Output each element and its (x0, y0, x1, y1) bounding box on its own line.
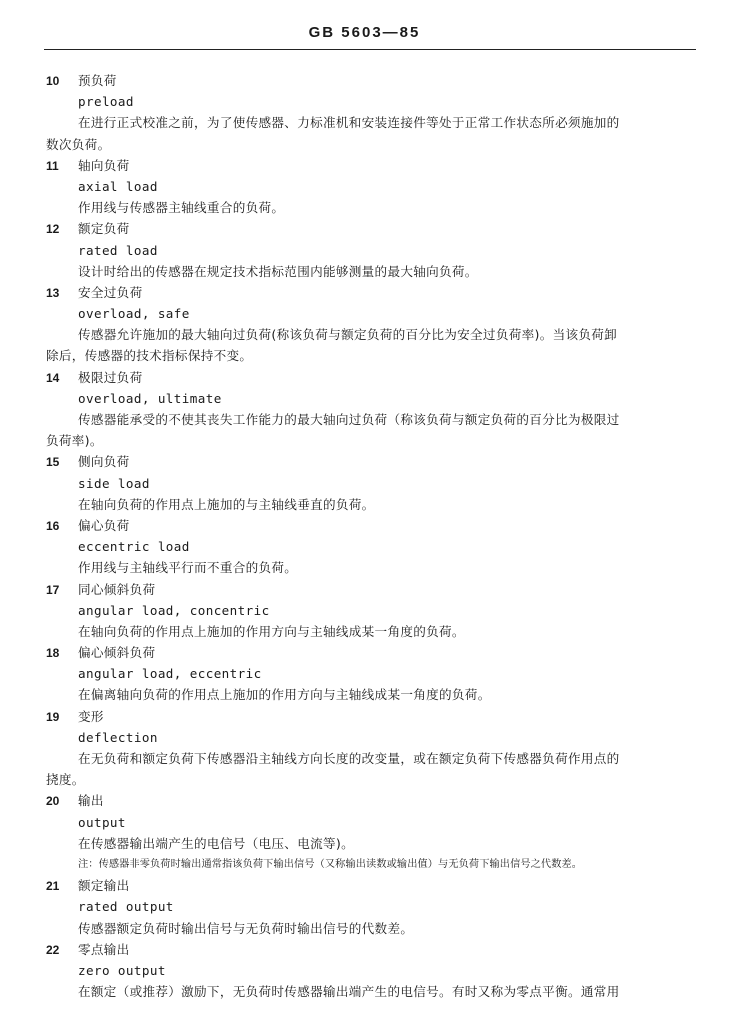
term-number: 20 (46, 794, 60, 809)
term-chinese: 轴向负荷 (78, 157, 130, 173)
term-definition-line: 在进行正式校准之前，为了使传感器、力标准机和安装连接件等处于正常工作状态所必须施加的 (78, 115, 620, 131)
term-heading (46, 155, 696, 176)
term-number: 18 (46, 646, 60, 661)
term-definition-line: 传感器额定负荷时输出信号与无负荷时输出信号的代数差。 (78, 920, 414, 936)
term-definition-line: 在传感器输出端产生的电信号（电压、电流等)。 (78, 835, 354, 851)
term-entry (46, 579, 696, 643)
term-heading (46, 939, 696, 960)
term-number: 11 (46, 158, 59, 173)
term-number: 10 (46, 74, 60, 88)
term-definition-line: 除后，传感器的技术指标保持不变。 (46, 348, 253, 364)
term-entry (46, 367, 696, 452)
term-entry (46, 642, 696, 706)
term-entry (46, 218, 696, 282)
term-english: zero output (78, 962, 166, 978)
terms-list (46, 70, 696, 1002)
term-definition-line: 在无负荷和额定负荷下传感器沿主轴线方向长度的改变量，或在额定负荷下传感器负荷作用点的 (78, 751, 620, 766)
term-entry (46, 282, 696, 367)
term-definition-line: 传感器能承受的不使其丧失工作能力的最大轴向过负荷（称该负荷与额定负荷的百分比为极限过 (78, 412, 620, 427)
term-definition-line: 传感器允许施加的最大轴向过负荷(称该负荷与额定负荷的百分比为安全过负荷率)。当该负荷卸 (78, 327, 618, 343)
term-chinese: 零点输出 (78, 941, 130, 957)
term-heading (46, 70, 696, 91)
term-english: side load (78, 475, 150, 491)
term-definition-line: 在轴向负荷的作用点上施加的作用方向与主轴线成某一角度的负荷。 (78, 623, 465, 639)
term-entry (46, 155, 696, 219)
term-definition-line: 作用线与主轴线平行而不重合的负荷。 (78, 560, 298, 576)
term-chinese: 偏心倾斜负荷 (78, 645, 156, 661)
term-heading (46, 218, 696, 239)
term-english: angular load, concentric (78, 602, 270, 618)
term-definition-line: 在额定（或推荐）激励下，无负荷时传感器输出端产生的电信号。有时又称为零点平衡。通常用 (78, 984, 620, 1000)
term-note: 注：传感器非零负荷时输出通常指该负荷下输出信号（又称输出读数或输出值）与无负荷下输出信号之代数差。 (78, 858, 583, 870)
term-english: eccentric load (78, 539, 190, 555)
term-heading (46, 282, 696, 303)
page-header-standard-number: GB 5603—85 (308, 24, 421, 41)
term-english: rated load (78, 242, 158, 258)
term-number: 22 (46, 942, 60, 957)
term-definition-line: 数次负荷。 (46, 136, 111, 152)
term-entry (46, 451, 696, 515)
term-entry (46, 70, 696, 155)
term-chinese: 侧向负荷 (78, 454, 130, 470)
term-definition-line: 在轴向负荷的作用点上施加的与主轴线垂直的负荷。 (78, 496, 375, 512)
term-english: output (78, 814, 126, 830)
term-entry (46, 706, 696, 791)
term-english: angular load, eccentric (78, 666, 262, 682)
term-chinese: 变形 (78, 708, 104, 724)
term-english: rated output (78, 899, 174, 915)
term-heading (46, 642, 696, 663)
term-heading (46, 515, 696, 536)
term-english: axial load (78, 178, 158, 194)
term-english: deflection (78, 729, 158, 745)
term-heading (46, 579, 696, 600)
term-number: 17 (46, 582, 60, 597)
term-number: 21 (46, 879, 60, 894)
term-definition-line: 在偏离轴向负荷的作用点上施加的作用方向与主轴线成某一角度的负荷。 (78, 687, 491, 703)
term-english: overload, ultimate (78, 390, 222, 406)
term-chinese: 输出 (78, 793, 104, 809)
term-chinese: 同心倾斜负荷 (78, 581, 156, 597)
term-entry (46, 875, 696, 939)
term-english: overload, safe (78, 306, 190, 322)
term-entry (46, 939, 696, 1003)
term-number: 15 (46, 455, 60, 470)
term-chinese: 额定输出 (78, 878, 130, 894)
term-definition-line: 挠度。 (46, 772, 85, 788)
term-number: 19 (46, 709, 60, 724)
term-definition-line: 设计时给出的传感器在规定技术指标范围内能够测量的最大轴向负荷。 (78, 263, 478, 279)
term-entry (46, 790, 696, 875)
term-heading (46, 875, 696, 896)
term-chinese: 极限过负荷 (78, 369, 143, 385)
term-entry (46, 515, 696, 579)
term-chinese: 额定负荷 (78, 221, 130, 237)
term-english: preload (78, 94, 134, 110)
term-heading (46, 790, 696, 811)
term-number: 13 (46, 285, 60, 300)
term-chinese: 预负荷 (78, 73, 117, 88)
term-definition-line: 作用线与传感器主轴线重合的负荷。 (78, 200, 285, 216)
term-number: 14 (46, 370, 60, 385)
term-number: 16 (46, 518, 60, 533)
header-rule (44, 49, 696, 50)
term-heading (46, 706, 696, 727)
term-heading (46, 367, 696, 388)
term-chinese: 偏心负荷 (78, 517, 130, 533)
term-chinese: 安全过负荷 (78, 284, 143, 300)
term-number: 12 (46, 222, 60, 237)
term-definition-line: 负荷率)。 (46, 433, 103, 449)
term-heading (46, 451, 696, 472)
